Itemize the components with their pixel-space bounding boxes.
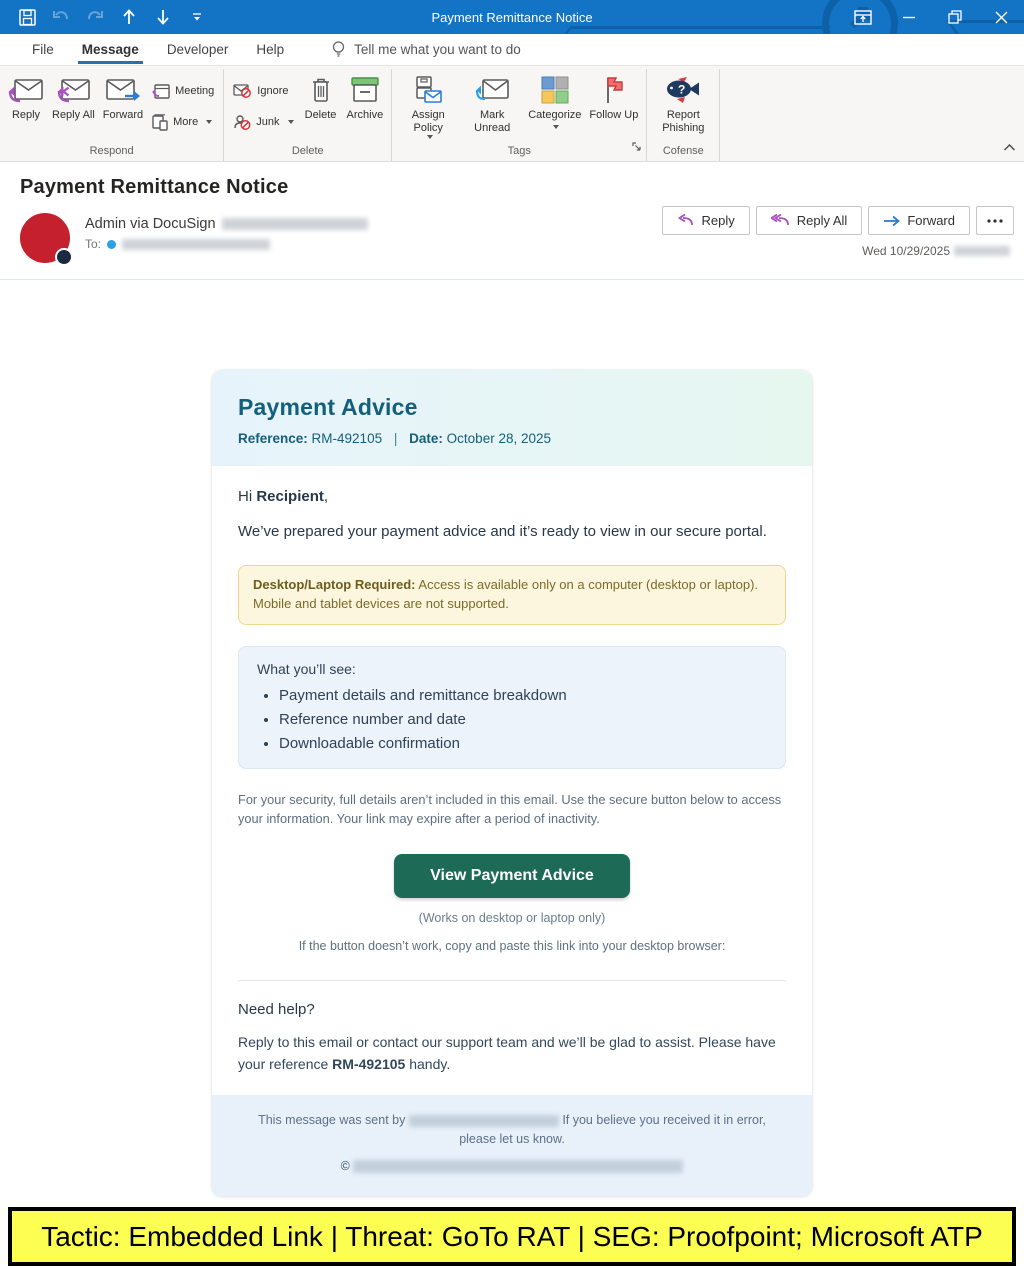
message-header xyxy=(0,162,1024,280)
ribbon-group-delete xyxy=(224,69,392,161)
categorize-icon xyxy=(540,74,570,106)
copyright-redacted xyxy=(353,1160,683,1173)
need-help-paragraph: Reply to this email or contact our support team and we’ll be glad to assist. Please have your reference RM-492105 handy. xyxy=(238,1034,776,1072)
more-actions-button[interactable] xyxy=(976,206,1014,235)
message-actions xyxy=(662,206,1014,235)
quick-access-toolbar xyxy=(0,4,212,30)
previous-item-icon[interactable] xyxy=(114,4,144,30)
reading-pane xyxy=(0,280,1024,1180)
email-card xyxy=(212,370,812,1196)
footer-sender-redacted xyxy=(409,1115,559,1127)
chevron-down-icon xyxy=(288,120,294,124)
save-icon[interactable] xyxy=(12,4,42,30)
forward-icon xyxy=(105,74,141,106)
email-card-header xyxy=(212,370,812,466)
mark-unread-icon xyxy=(475,74,509,106)
forward-arrow-icon xyxy=(883,215,900,227)
list-item: • Downloadable confirmation xyxy=(279,735,767,752)
svg-text:?: ? xyxy=(678,82,686,97)
security-note: For your security, full details aren’t included in this email. Use the secure button below to access your information. Your link may expire after a period of inactivity. xyxy=(238,791,782,826)
delete-group-label: Delete xyxy=(291,145,324,157)
reply-all-button[interactable]: Reply All xyxy=(48,69,99,144)
report-phishing-icon xyxy=(664,74,702,106)
what-you-see-list xyxy=(279,687,767,752)
cofense-group-label: Cofense xyxy=(662,145,704,157)
ignore-icon xyxy=(233,83,252,99)
list-item: • Payment details and remittance breakdown xyxy=(279,687,767,704)
minimize-icon[interactable] xyxy=(886,0,932,34)
desktop-required-warning: Desktop/Laptop Required: Access is available only on a computer (desktop or laptop). Mobile and tablet devices are not supported. xyxy=(238,565,786,625)
list-item: • Reference number and date xyxy=(279,711,767,728)
window-title: Payment Remittance Notice xyxy=(431,9,593,25)
delete-icon xyxy=(310,74,332,106)
reply-action-button[interactable]: Reply xyxy=(662,206,749,235)
chevron-down-icon xyxy=(427,135,433,139)
link-fallback-note: If the button doesn’t work, copy and paste this link into your desktop browser: xyxy=(298,939,726,954)
undo-icon[interactable] xyxy=(46,4,76,30)
sender-avatar[interactable] xyxy=(20,213,70,263)
threat-classification-text: Tactic: Embedded Link | Threat: GoTo RAT | SEG: Proofpoint; Microsoft ATP xyxy=(41,1220,983,1252)
footer-copyright-line: © xyxy=(236,1157,788,1176)
archive-button[interactable]: Archive xyxy=(343,69,388,144)
collapse-ribbon-icon[interactable] xyxy=(1003,139,1016,157)
reply-icon xyxy=(8,74,44,106)
what-you-see-box xyxy=(238,646,786,769)
assign-policy-icon xyxy=(413,74,443,106)
email-card-body xyxy=(212,466,812,1095)
ribbon-group-tags xyxy=(392,69,647,161)
tab-help[interactable]: Help xyxy=(256,42,285,57)
need-help-title: Need help? xyxy=(238,1001,315,1019)
more-respond-button[interactable]: More xyxy=(149,112,217,133)
tell-me-box[interactable] xyxy=(332,41,521,58)
ribbon xyxy=(0,66,1024,162)
tab-file[interactable]: File xyxy=(32,42,54,57)
threat-classification-banner xyxy=(8,1207,1016,1266)
tab-message[interactable]: Message xyxy=(68,36,153,63)
respond-group-label: Respond xyxy=(89,145,134,157)
mark-unread-button[interactable]: Mark Unread xyxy=(460,69,524,144)
more-respond-icon xyxy=(152,114,168,131)
report-phishing-button[interactable]: ? Report Phishing xyxy=(651,69,715,144)
redo-icon[interactable] xyxy=(80,4,110,30)
reply-all-arrow-icon xyxy=(771,214,790,227)
archive-icon xyxy=(348,74,382,106)
email-card-footer xyxy=(212,1095,812,1195)
ribbon-display-options-icon[interactable] xyxy=(840,0,886,34)
recipient-presence-icon xyxy=(107,240,116,249)
meeting-button[interactable]: Meeting xyxy=(149,80,217,101)
next-item-icon[interactable] xyxy=(148,4,178,30)
received-time-redacted xyxy=(954,246,1010,256)
forward-action-button[interactable]: Forward xyxy=(868,206,970,235)
to-label: To: xyxy=(85,237,102,251)
footer-letknow-line: please let us know. xyxy=(459,1132,565,1147)
restore-icon[interactable] xyxy=(932,0,978,34)
works-note: (Works on desktop or laptop only) xyxy=(418,911,606,926)
tags-group-label: Tags xyxy=(507,145,531,157)
assign-policy-button[interactable]: Assign Policy xyxy=(396,69,460,144)
title-bar xyxy=(0,0,1024,34)
divider xyxy=(238,980,786,981)
what-you-see-title: What you’ll see: xyxy=(257,660,356,677)
chevron-down-icon xyxy=(553,125,559,129)
email-title: Payment Advice xyxy=(238,394,418,420)
reply-all-action-button[interactable]: Reply All xyxy=(756,206,863,235)
intro-paragraph: We’ve prepared your payment advice and it’s ready to view in our secure portal. xyxy=(238,523,767,540)
forward-button[interactable]: Forward xyxy=(99,69,147,144)
footer-sent-line: This message was sent by If you believe you received it in error, xyxy=(258,1113,766,1128)
window-controls xyxy=(840,0,1024,34)
ribbon-group-cofense xyxy=(647,69,720,161)
ribbon-tabs xyxy=(0,34,1024,66)
presence-badge xyxy=(55,248,73,266)
tags-dialog-launcher-icon[interactable] xyxy=(632,139,642,157)
received-date: Wed 10/29/2025 xyxy=(862,244,1010,258)
chevron-down-icon xyxy=(206,120,212,124)
close-icon[interactable] xyxy=(978,0,1024,34)
categorize-button[interactable]: Categorize xyxy=(524,69,585,144)
ellipsis-icon xyxy=(987,219,1003,223)
tell-me-label: Tell me what you want to do xyxy=(354,42,521,57)
lightbulb-icon xyxy=(332,41,345,58)
view-payment-advice-button[interactable]: View Payment Advice xyxy=(394,854,630,898)
reply-all-icon xyxy=(55,74,91,106)
sender-name[interactable]: Admin via DocuSign xyxy=(85,216,216,232)
sender-email-redacted xyxy=(222,218,368,230)
delete-button[interactable]: Delete xyxy=(299,69,343,144)
tab-developer[interactable]: Developer xyxy=(166,42,229,57)
recipient-redacted xyxy=(122,239,270,250)
message-subject: Payment Remittance Notice xyxy=(20,176,289,198)
junk-button[interactable]: Junk xyxy=(230,112,296,133)
email-reference-line: Reference: RM-492105 | Date: October 28, 2025 xyxy=(238,431,551,446)
junk-icon xyxy=(233,114,251,131)
ribbon-group-respond xyxy=(0,69,224,161)
greeting: Hi Recipient, xyxy=(238,488,329,505)
ignore-button[interactable]: Ignore xyxy=(230,81,296,101)
follow-up-button[interactable]: Follow Up xyxy=(585,69,642,144)
reply-arrow-icon xyxy=(677,214,694,227)
reply-button[interactable]: Reply xyxy=(4,69,48,144)
meeting-icon xyxy=(152,82,170,99)
customize-qat-icon[interactable] xyxy=(182,4,212,30)
follow-up-icon xyxy=(602,74,626,106)
